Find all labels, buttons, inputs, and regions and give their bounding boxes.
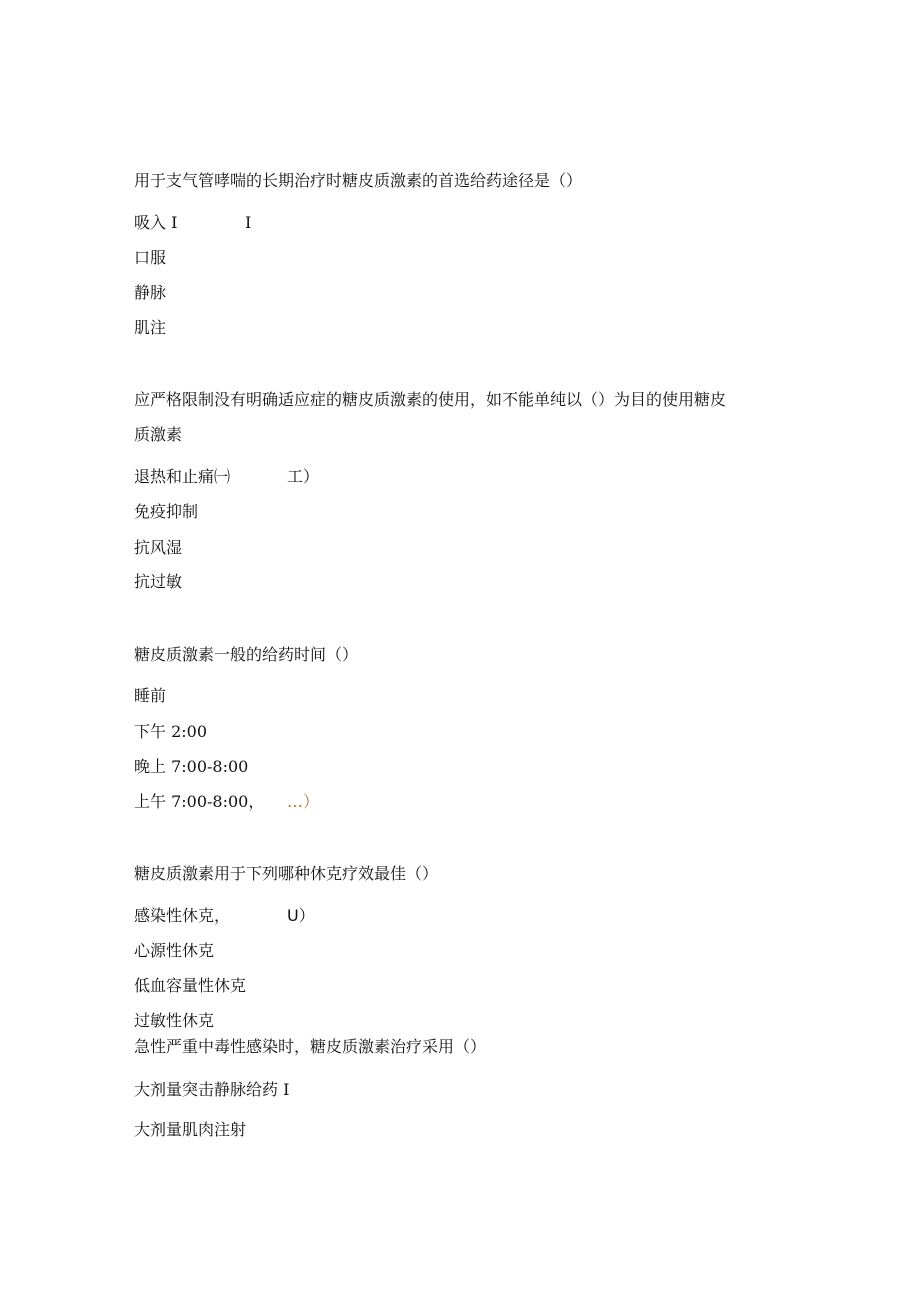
- question-1-option-a: 吸入 I: [134, 213, 178, 232]
- question-4-option-a: 感染性休克，: [134, 906, 231, 925]
- question-5-stem: 急性严重中毒性感染时，糖皮质激素治疗采用（）: [134, 1037, 487, 1056]
- question-2-option-a: 退热和止痛㈠: [134, 467, 231, 486]
- question-2-option-d: 抗过敏: [134, 572, 183, 591]
- question-1-option-c: 静脉: [134, 283, 167, 302]
- question-1-stray-mark: I: [245, 213, 252, 232]
- question-3-option-c: 晚上 7:00-8:00: [134, 757, 249, 776]
- question-3-stray-mark: …）: [287, 792, 320, 811]
- question-1-stem: 用于支气管哮喘的长期治疗时糖皮质激素的首选给药途径是（）: [134, 171, 583, 190]
- question-4-option-b: 心源性休克: [134, 941, 215, 960]
- question-5-option-a: 大剂量突击静脉给药 I: [134, 1080, 290, 1099]
- question-4-option-c: 低血容量性休克: [134, 976, 247, 995]
- question-3-option-b: 下午 2:00: [134, 722, 208, 741]
- question-2-option-c: 抗风湿: [134, 538, 183, 557]
- question-3-option-d: 上午 7:00-8:00，: [134, 792, 265, 811]
- question-5-option-b: 大剂量肌肉注射: [134, 1120, 247, 1139]
- question-2-stem-line1: 应严格限制没有明确适应症的糖皮质激素的使用，如不能单纯以（）为目的使用糖皮: [134, 390, 727, 409]
- question-4-option-d: 过敏性休克: [134, 1011, 215, 1030]
- question-1-option-b: 口服: [134, 248, 167, 267]
- question-1-option-d: 肌注: [134, 318, 167, 337]
- question-2-stray-mark: 工）: [287, 467, 320, 486]
- question-2-stem-line2: 质激素: [134, 425, 183, 444]
- question-3-option-a: 睡前: [134, 686, 167, 705]
- question-4-stray-mark: U）: [287, 906, 315, 925]
- question-3-stem: 糖皮质激素一般的给药时间（）: [134, 645, 359, 664]
- question-2-option-b: 免疫抑制: [134, 502, 199, 521]
- question-4-stem: 糖皮质激素用于下列哪种休克疗效最佳（）: [134, 864, 439, 883]
